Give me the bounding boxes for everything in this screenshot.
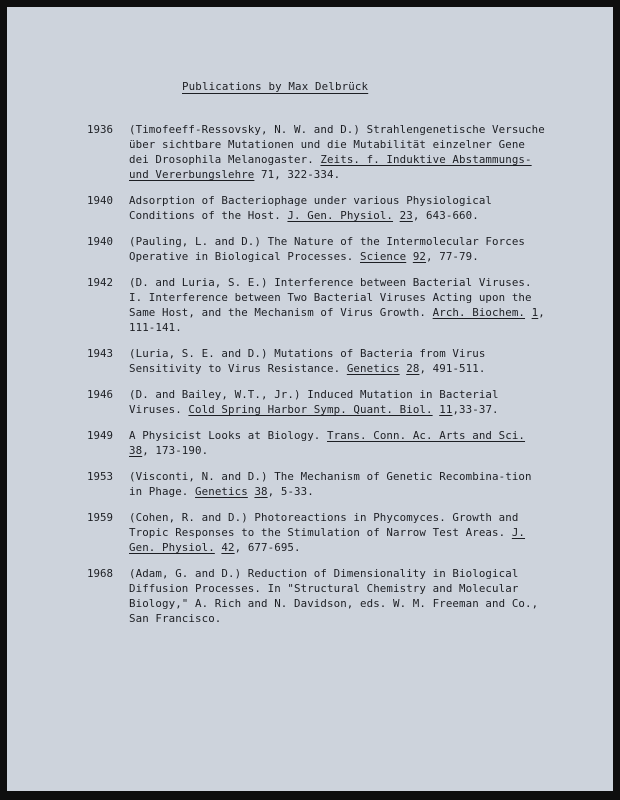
citation-journal: 38 (254, 485, 268, 498)
publication-year: 1943 (87, 347, 114, 360)
citation-text: 71, 322-334. (254, 168, 341, 181)
citation-journal: Trans. Conn. Ac. Arts and Sci. (327, 429, 526, 442)
citation-text: , 5-33. (267, 485, 314, 498)
citation-text: A Physicist Looks at Biology. (129, 429, 328, 442)
publication-citation (129, 510, 549, 555)
publication-citation (129, 387, 549, 417)
publication-citation (129, 428, 549, 458)
citation-journal: 1 (531, 306, 539, 319)
publication-entry (87, 193, 607, 223)
citation-text: (Timofeeff-Ressovsky, N. W. and D.) Strahlengenetische Versuche über sichtbare Mutationen und die Mutabilität einzelner Gene dei Drosophila Melanogaster. (129, 123, 545, 166)
citation-journal: Cold Spring Harbor Symp. Quant. Biol. (188, 403, 433, 416)
publication-citation (129, 122, 549, 182)
publication-entry (87, 234, 607, 264)
publication-entry (87, 275, 607, 335)
publication-citation (129, 469, 549, 499)
publication-year: 1940 (87, 194, 114, 207)
document-page (7, 7, 613, 791)
citation-text: , 77-79. (426, 250, 479, 263)
publication-year: 1949 (87, 429, 114, 442)
publication-entry (87, 428, 607, 458)
citation-text: (D. and Bailey, W.T., Jr.) Induced Mutation in Bacterial Viruses. (129, 388, 499, 416)
citation-text: (Visconti, N. and D.) The Mechanism of Genetic Recombina-tion in Phage. (129, 470, 532, 498)
citation-text: (Cohen, R. and D.) Photoreactions in Phycomyces. Growth and Tropic Responses to the Stimulation of Narrow Test Areas. (129, 511, 519, 539)
citation-text: (Adam, G. and D.) Reduction of Dimensionality in Biological Diffusion Processes. In "Structural Chemistry and Molecular Biology," A. Rich and N. Davidson, eds. W. M. Freeman and Co., San Francisco. (129, 567, 539, 625)
publication-entry (87, 510, 607, 555)
citation-journal: J. Gen. Physiol. (129, 526, 526, 554)
publication-entry (87, 469, 607, 499)
citation-journal: Genetics (195, 485, 248, 498)
citation-text: (D. and Luria, S. E.) Interference between Bacterial Viruses. I. Interference between Two Bacterial Viruses Acting upon the Same Host, and the Mechanism of Virus Growth. (129, 276, 532, 319)
citation-text: , 643-660. (412, 209, 479, 222)
citation-text: (Luria, S. E. and D.) Mutations of Bacteria from Virus Sensitivity to Virus Resistance. (129, 347, 486, 375)
citation-journal: 23 (399, 209, 413, 222)
publication-citation (129, 275, 549, 335)
publication-year: 1940 (87, 235, 114, 248)
publication-year: 1946 (87, 388, 114, 401)
publication-citation (129, 234, 549, 264)
citation-text: ,33-37. (452, 403, 499, 416)
publication-entry (87, 387, 607, 417)
citation-text: , 111-141. (129, 306, 545, 334)
page-title: Publications by Max Delbrück (182, 80, 369, 93)
publication-citation (129, 346, 549, 376)
publication-year: 1968 (87, 567, 114, 580)
citation-journal: Zeits. f. Induktive Abstammungs-und Vererbungslehre (129, 153, 532, 181)
publication-year: 1953 (87, 470, 114, 483)
publication-citation (129, 566, 549, 626)
citation-text (525, 306, 532, 319)
citation-journal: Arch. Biochem. (432, 306, 526, 319)
publication-citation (129, 193, 549, 223)
citation-text: , 173-190. (142, 444, 209, 457)
citation-journal: 28 (406, 362, 420, 375)
publication-entry (87, 566, 607, 626)
citation-journal: J. Gen. Physiol. (287, 209, 394, 222)
citation-journal: 11 (439, 403, 453, 416)
citation-text: (Pauling, L. and D.) The Nature of the Intermolecular Forces Operative in Biological Processes. (129, 235, 526, 263)
citation-journal: 92 (412, 250, 427, 263)
citation-text (406, 250, 413, 263)
publication-entry (87, 122, 607, 182)
publication-year: 1959 (87, 511, 114, 524)
citation-text: , 677-695. (234, 541, 301, 554)
publication-year: 1942 (87, 276, 114, 289)
citation-text: , 491-511. (419, 362, 486, 375)
citation-journal: Genetics (346, 362, 400, 375)
citation-text (393, 209, 400, 222)
citation-journal: 38 (129, 444, 143, 457)
citation-text: Adsorption of Bacteriophage under various Physiological Conditions of the Host. (129, 194, 493, 222)
citation-journal: Science (360, 250, 407, 263)
publication-year: 1936 (87, 123, 114, 136)
publication-entry (87, 346, 607, 376)
citation-journal: 42 (221, 541, 235, 554)
publication-list (87, 122, 607, 637)
